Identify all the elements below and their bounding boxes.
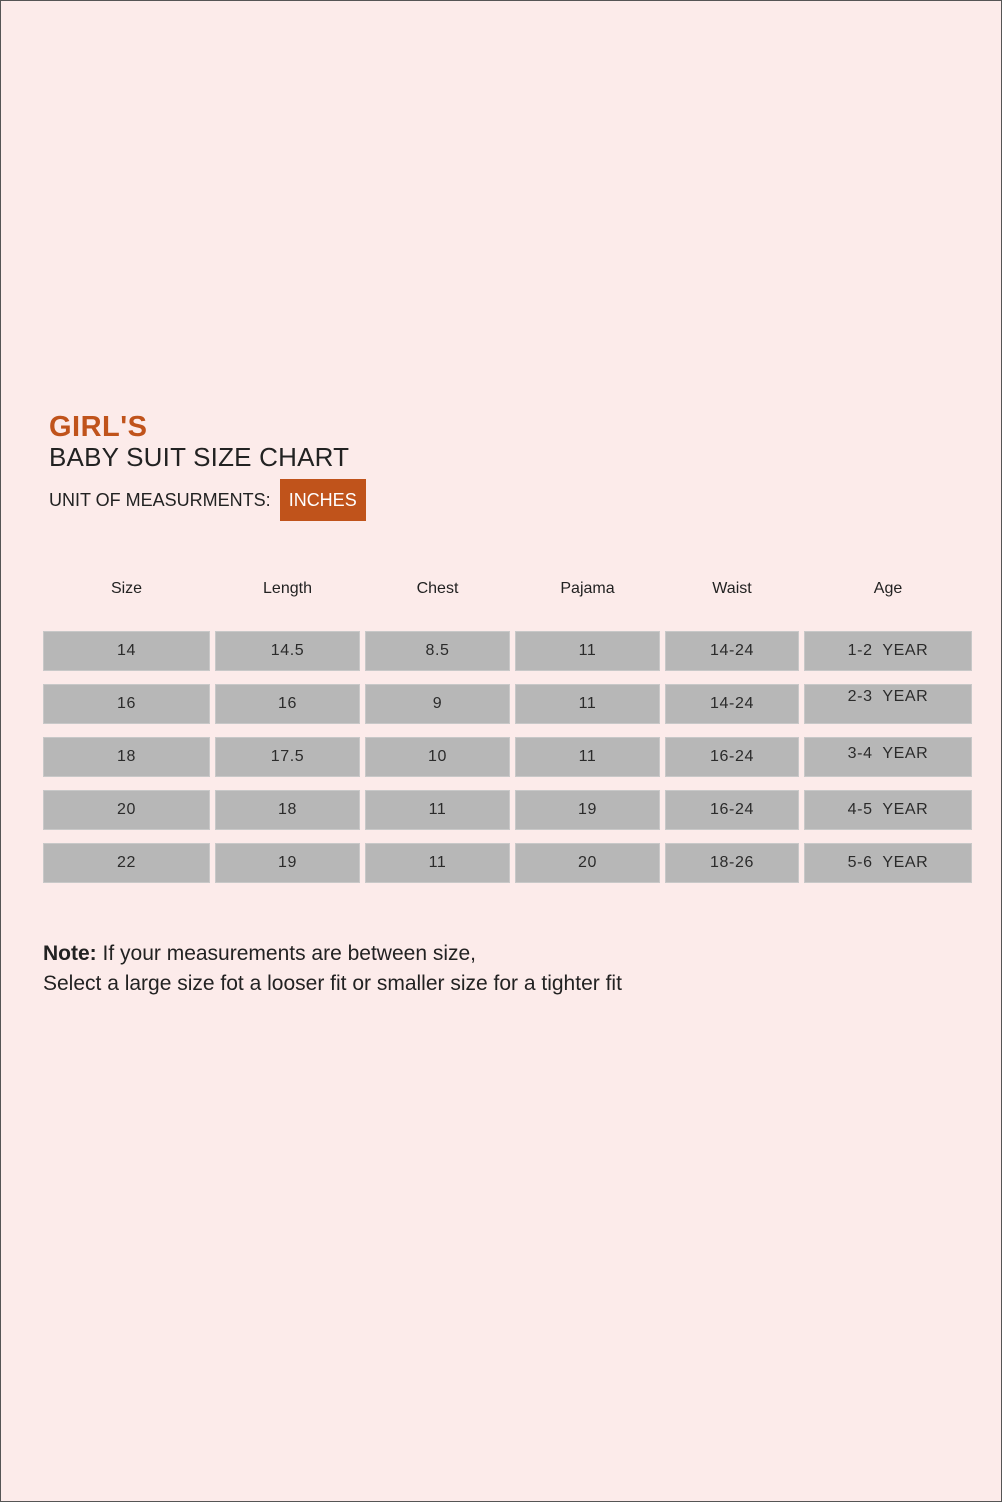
unit-badge: INCHES xyxy=(280,479,366,521)
column-header-length: Length xyxy=(263,580,312,597)
table-cell: 11 xyxy=(515,631,660,671)
note-text-1: If your measurements are between size, xyxy=(96,942,477,965)
table-cell: 5-6 YEAR xyxy=(804,843,972,883)
note-line-1 xyxy=(43,939,622,969)
table-cell: 4-5 YEAR xyxy=(804,790,972,830)
table-cell: 1-2 YEAR xyxy=(804,631,972,671)
table-cell: 14-24 xyxy=(665,631,799,671)
size-table xyxy=(43,571,971,896)
table-cell: 16-24 xyxy=(665,737,799,777)
note xyxy=(43,939,622,999)
table-cell: 20 xyxy=(43,790,210,830)
table-cell: 19 xyxy=(215,843,360,883)
table-cell: 18-26 xyxy=(665,843,799,883)
table-cell: 11 xyxy=(515,737,660,777)
table-cell: 11 xyxy=(365,843,510,883)
chart-title: BABY SUIT SIZE CHART xyxy=(49,442,350,472)
table-cell: 11 xyxy=(365,790,510,830)
unit-label: UNIT OF MEASURMENTS: xyxy=(49,489,271,510)
table-row xyxy=(43,631,971,671)
table-cell: 2-3 YEAR xyxy=(804,684,972,724)
column-header-waist: Waist xyxy=(712,580,752,597)
table-cell: 18 xyxy=(43,737,210,777)
table-cell: 16 xyxy=(43,684,210,724)
unit-of-measurement xyxy=(49,479,366,521)
table-header xyxy=(43,571,971,607)
column-header-age: Age xyxy=(873,580,903,597)
table-row xyxy=(43,843,971,883)
table-cell: 18 xyxy=(215,790,360,830)
table-cell: 9 xyxy=(365,684,510,724)
table-row xyxy=(43,790,971,830)
column-header-size: Size xyxy=(110,580,143,597)
table-body xyxy=(43,631,971,883)
table-cell: 17.5 xyxy=(215,737,360,777)
note-label: Note: xyxy=(43,942,97,965)
table-cell: 19 xyxy=(515,790,660,830)
table-cell: 10 xyxy=(365,737,510,777)
note-text-2: Select a large size fot a looser fit or smaller size for a tighter fit xyxy=(43,972,622,995)
table-row xyxy=(43,684,971,724)
table-row xyxy=(43,737,971,777)
table-cell: 14.5 xyxy=(215,631,360,671)
table-cell: 11 xyxy=(515,684,660,724)
column-header-pajama: Pajama xyxy=(560,580,615,597)
column-header-chest: Chest xyxy=(416,580,459,597)
table-cell: 14-24 xyxy=(665,684,799,724)
table-cell: 20 xyxy=(515,843,660,883)
table-cell: 16-24 xyxy=(665,790,799,830)
table-cell: 8.5 xyxy=(365,631,510,671)
table-cell: 3-4 YEAR xyxy=(804,737,972,777)
table-cell: 22 xyxy=(43,843,210,883)
table-cell: 14 xyxy=(43,631,210,671)
table-cell: 16 xyxy=(215,684,360,724)
brand-heading: GIRL'S xyxy=(49,411,148,443)
